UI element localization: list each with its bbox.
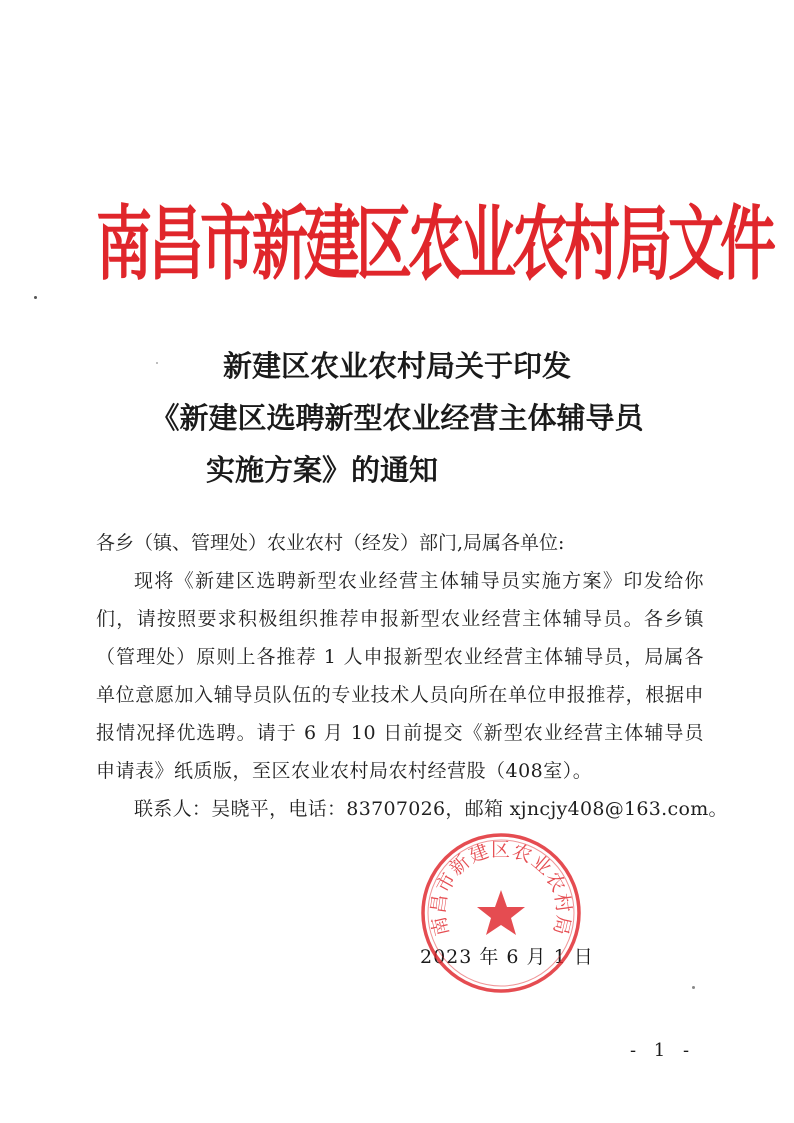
title-line-1: 新建区农业农村局关于印发 (222, 349, 571, 383)
scan-speck (156, 362, 158, 364)
scan-speck (34, 296, 37, 299)
contact-line: 联系人：吴晓平，电话：83707026，邮箱 xjncjy408@163.com。 (134, 798, 728, 820)
document-body (96, 524, 728, 828)
title-line-2: 《新建区选聘新型农业经营主体辅导员 (150, 401, 644, 435)
salutation: 各乡（镇、管理处）农业农村（经发）部门,局属各单位: (96, 532, 565, 554)
document-masthead: 南昌市新建区农业农村局文件 (96, 198, 772, 293)
seal-star (477, 890, 525, 935)
official-seal-icon (418, 830, 584, 996)
body-paragraph: 现将《新建区选聘新型农业经营主体辅导员实施方案》印发给你们，请按照要求积极组织推荐申报新型农业经营主体辅导员。各乡镇（管理处）原则上各推荐 1 人申报新型农业经营主体辅导员，局属各单位意愿加入辅导员队伍的专业技术人员向所在单位申报推荐，根据申报情况择优选聘。请于 6 月 10 日前提交《新型农业经营主体辅导员申请表》纸质版，至区农业农村局农村经营股（408室）。 (96, 570, 704, 782)
seal-lettering: 南昌市新建区农业农村局 (427, 838, 575, 938)
document-title (0, 340, 794, 496)
scan-speck (692, 986, 695, 989)
page-number: - 1 - (630, 1040, 696, 1061)
issue-date: 2023 年 6 月 1 日 (420, 946, 594, 968)
title-line-3: 实施方案》的通知 (205, 453, 438, 487)
